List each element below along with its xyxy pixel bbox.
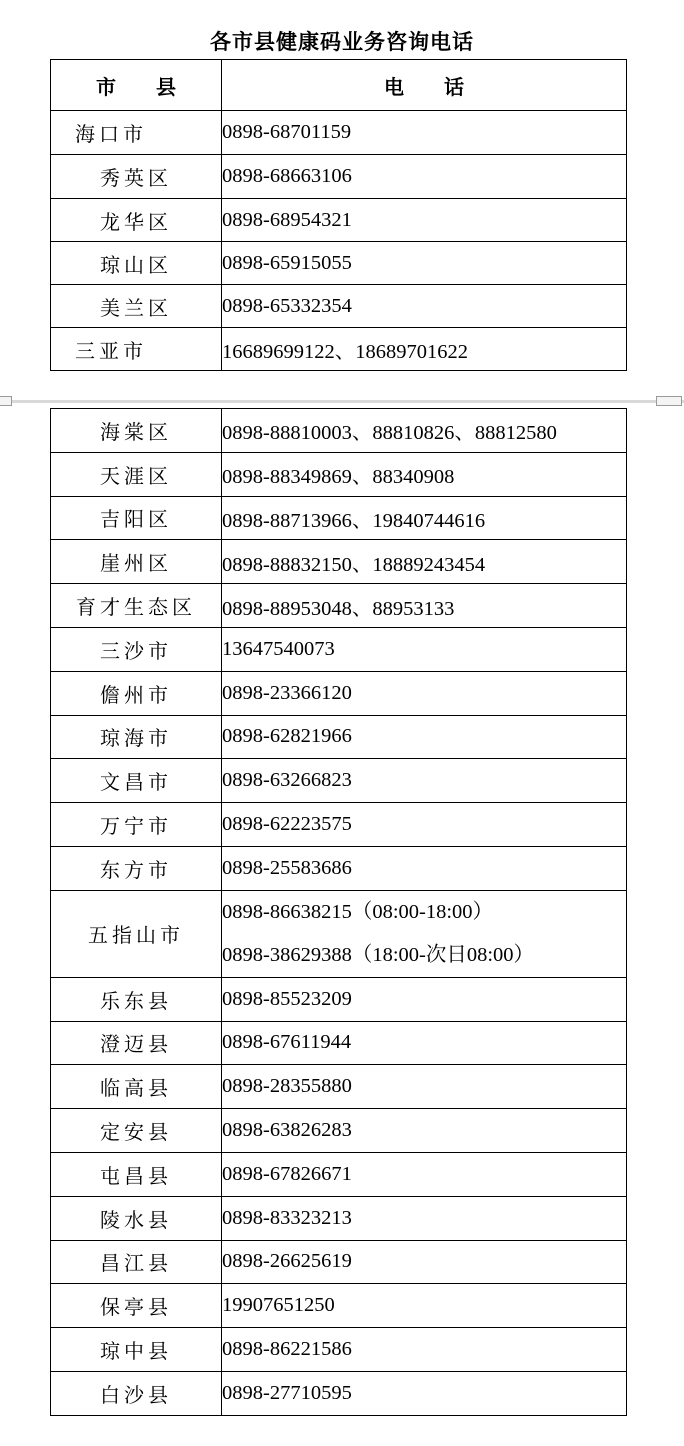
table-row xyxy=(51,199,627,242)
table-row xyxy=(51,1152,627,1196)
city-name-cell: 秀英区 xyxy=(51,155,222,199)
table-row xyxy=(51,1371,627,1415)
table-row xyxy=(51,584,627,628)
table-row xyxy=(51,540,627,584)
city-name-cell: 琼山区 xyxy=(51,242,222,285)
city-name-cell: 万宁市 xyxy=(51,803,222,847)
phone-number-cell: 0898-68954321 xyxy=(222,199,627,242)
phone-number-cell: 0898-27710595 xyxy=(222,1371,627,1415)
city-name-cell: 三沙市 xyxy=(51,627,222,671)
phone-number-cell: 0898-65915055 xyxy=(222,242,627,285)
table-row xyxy=(51,890,627,977)
table-row xyxy=(51,1240,627,1284)
table-row xyxy=(51,285,627,328)
table-row xyxy=(51,759,627,803)
phone-number-cell: 0898-28355880 xyxy=(222,1065,627,1109)
phone-number-cell: 0898-68663106 xyxy=(222,155,627,199)
table-row xyxy=(51,1328,627,1372)
left-page-handle[interactable] xyxy=(0,396,12,406)
city-name-cell: 海棠区 xyxy=(51,409,222,453)
city-name-cell: 屯昌县 xyxy=(51,1152,222,1196)
phone-number-cell: 0898-25583686 xyxy=(222,846,627,890)
city-name-cell: 美兰区 xyxy=(51,285,222,328)
city-name-cell: 乐东县 xyxy=(51,977,222,1021)
city-name-cell: 东方市 xyxy=(51,846,222,890)
phone-number-line: 0898-86638215（08:00-18:00） xyxy=(222,900,494,923)
table-row xyxy=(51,1284,627,1328)
city-name-cell: 白沙县 xyxy=(51,1371,222,1415)
right-page-handle[interactable] xyxy=(656,396,682,406)
city-name-cell: 天涯区 xyxy=(51,452,222,496)
city-name-cell: 儋州市 xyxy=(51,671,222,715)
city-name-cell: 定安县 xyxy=(51,1109,222,1153)
city-name-cell: 琼海市 xyxy=(51,715,222,759)
phone-number-cell: 0898-88832150、18889243454 xyxy=(222,540,627,584)
table-row xyxy=(51,846,627,890)
city-name-cell: 临高县 xyxy=(51,1065,222,1109)
table-row xyxy=(51,671,627,715)
page-break-divider xyxy=(0,400,684,403)
phone-number-cell: 0898-85523209 xyxy=(222,977,627,1021)
phone-table-top xyxy=(50,59,627,371)
table-row xyxy=(51,803,627,847)
table-row xyxy=(51,1109,627,1153)
city-name-cell: 崖州区 xyxy=(51,540,222,584)
table-row xyxy=(51,496,627,540)
phone-number-cell: 0898-86221586 xyxy=(222,1328,627,1372)
phone-number-cell: 19907651250 xyxy=(222,1284,627,1328)
city-name-cell: 龙华区 xyxy=(51,199,222,242)
city-name-cell: 海口市 xyxy=(51,111,222,155)
phone-number-cell: 0898-83323213 xyxy=(222,1196,627,1240)
city-name-cell: 吉阳区 xyxy=(51,496,222,540)
city-name-cell: 五指山市 xyxy=(51,890,222,977)
phone-number-cell: 0898-63826283 xyxy=(222,1109,627,1153)
city-name-cell: 三亚市 xyxy=(51,328,222,371)
phone-number-cell: 13647540073 xyxy=(222,627,627,671)
phone-number-cell: 0898-63266823 xyxy=(222,759,627,803)
city-name-cell: 陵水县 xyxy=(51,1196,222,1240)
city-name-cell: 文昌市 xyxy=(51,759,222,803)
phone-number-cell: 0898-26625619 xyxy=(222,1240,627,1284)
table-row xyxy=(51,242,627,285)
table-row xyxy=(51,328,627,371)
table-row xyxy=(51,155,627,199)
phone-number-cell: 0898-23366120 xyxy=(222,671,627,715)
phone-number-cell: 0898-62223575 xyxy=(222,803,627,847)
phone-column-header: 电 话 xyxy=(222,60,627,111)
table-row xyxy=(51,409,627,453)
table-row xyxy=(51,1021,627,1065)
table-row xyxy=(51,715,627,759)
table-row xyxy=(51,1196,627,1240)
phone-number-cell: 0898-62821966 xyxy=(222,715,627,759)
city-name-cell: 昌江县 xyxy=(51,1240,222,1284)
city-name-cell: 育才生态区 xyxy=(51,584,222,628)
phone-number-cell: 0898-88713966、19840744616 xyxy=(222,496,627,540)
phone-number-cell: 0898-88349869、88340908 xyxy=(222,452,627,496)
page-title: 各市县健康码业务咨询电话 xyxy=(210,29,474,54)
phone-number-cell: 0898-88953048、88953133 xyxy=(222,584,627,628)
phone-number-cell xyxy=(222,890,627,977)
phone-number-cell: 0898-68701159 xyxy=(222,111,627,155)
phone-number-cell: 0898-88810003、88810826、88812580 xyxy=(222,409,627,453)
city-column-header: 市 县 xyxy=(51,60,222,111)
table-row xyxy=(51,627,627,671)
table-row xyxy=(51,452,627,496)
table-header-row xyxy=(51,60,627,111)
phone-number-cell: 0898-65332354 xyxy=(222,285,627,328)
table-row xyxy=(51,1065,627,1109)
phone-number-cell: 16689699122、18689701622 xyxy=(222,328,627,371)
city-name-cell: 保亭县 xyxy=(51,1284,222,1328)
city-name-cell: 澄迈县 xyxy=(51,1021,222,1065)
table-row xyxy=(51,111,627,155)
table-row xyxy=(51,977,627,1021)
phone-number-line: 0898-38629388（18:00-次日08:00） xyxy=(222,943,535,966)
phone-table-bottom xyxy=(50,408,627,1416)
phone-number-cell: 0898-67826671 xyxy=(222,1152,627,1196)
phone-number-cell: 0898-67611944 xyxy=(222,1021,627,1065)
city-name-cell: 琼中县 xyxy=(51,1328,222,1372)
